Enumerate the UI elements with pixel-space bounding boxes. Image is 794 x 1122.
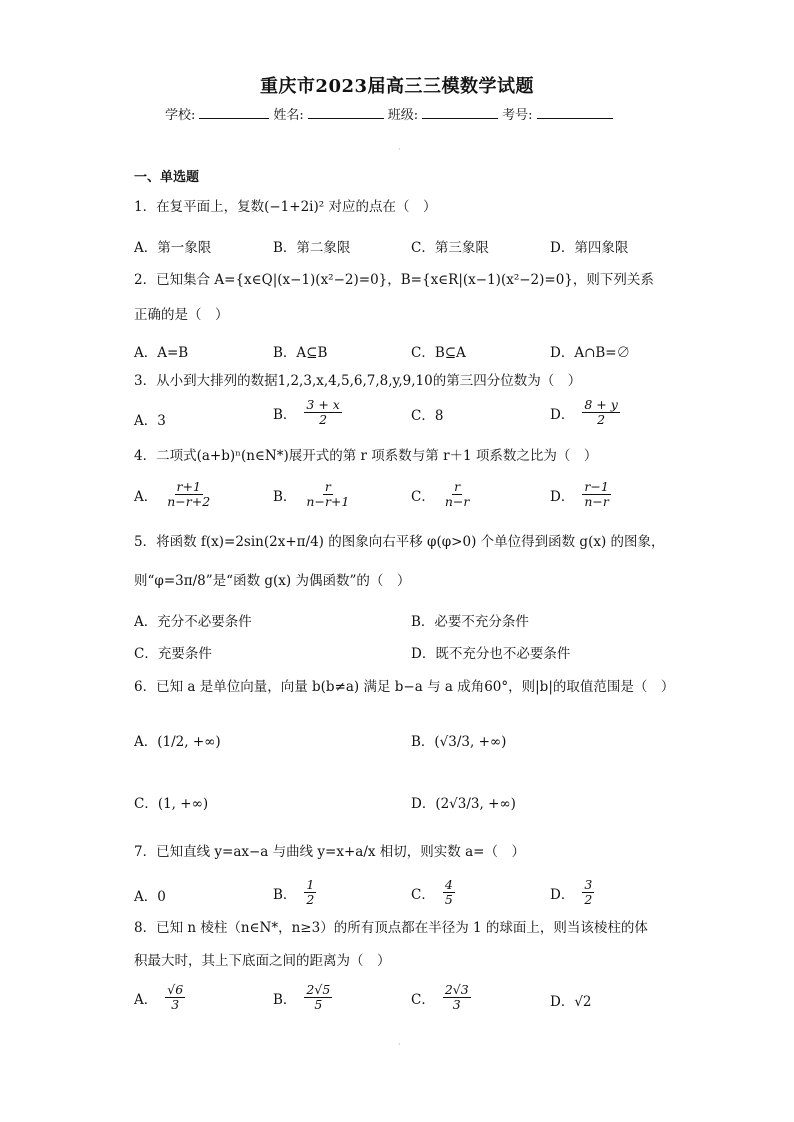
fraction-denominator: 2 [584, 892, 593, 908]
fraction-numerator: 4 [444, 877, 453, 892]
q4-option-b-label: B． [273, 488, 297, 505]
fraction-numerator: r−1 [584, 479, 609, 494]
q6-stem: 6．已知 a 是单位向量，向量 b(b≠a) 满足 b−a 与 a 成角60°，则|b|的取值范围是（ ） [134, 679, 675, 695]
q5-option-a: A．充分不必要条件 [134, 614, 252, 630]
student-info [165, 104, 613, 123]
q8-option-a-label: A． [134, 991, 158, 1008]
fraction-denominator: n−r [444, 494, 470, 510]
fraction-numerator: 8 + y [584, 397, 618, 412]
q2-option-b: B．A⊆B [273, 345, 328, 361]
fraction-numerator: r [454, 479, 461, 494]
q3-option-d-fraction [582, 398, 619, 428]
q4-stem: 4．二项式(a+b)ⁿ(n∈N*)展开式的第 r 项系数与第 r＋1 项系数之比为（ ） [134, 448, 598, 464]
q5-option-b: B．必要不充分条件 [411, 614, 529, 630]
q1-option-b: B．第二象限 [273, 240, 351, 256]
q6-option-b: B．(√3/3, +∞) [411, 734, 507, 750]
fraction-denominator: n−r [584, 494, 609, 510]
q8-option-c-label: C． [411, 991, 435, 1008]
fraction-numerator: 1 [306, 877, 315, 892]
q1-option-a: A．第一象限 [134, 240, 212, 256]
q7-option-c-label: C． [411, 886, 435, 903]
q5-option-d: D．既不充分也不必要条件 [411, 646, 571, 662]
q4-option-a-fraction [165, 480, 212, 510]
fraction-denominator: n−r+2 [167, 494, 211, 510]
q5-stem-line2: 则“φ=3π/8”是“函数 g(x) 为偶函数”的（ ） [134, 573, 411, 589]
fraction-numerator: 2√3 [444, 982, 469, 997]
q8-option-a-fraction [165, 983, 185, 1013]
fraction-numerator: r+1 [176, 479, 201, 494]
q4-option-d-fraction [582, 480, 611, 510]
q4-option-c-label: C． [411, 488, 435, 505]
q7-option-b-label: B． [273, 886, 297, 903]
q4-option-c [411, 480, 471, 510]
q8-option-b [273, 983, 332, 1013]
q2-option-c: C．B⊆A [411, 345, 466, 361]
q3-option-b [273, 398, 342, 428]
school-blank[interactable] [199, 104, 269, 119]
fraction-numerator: √6 [167, 982, 184, 997]
number-blank[interactable] [537, 104, 613, 119]
q8-option-b-label: B． [273, 991, 297, 1008]
q8-option-a [134, 983, 185, 1013]
q2-option-a: A．A=B [134, 345, 189, 361]
q8-option-b-fraction [304, 983, 332, 1013]
dot-mark: · [398, 1040, 401, 1049]
q6-option-a: A．(1/2, +∞) [134, 734, 221, 750]
q7-option-a: A．0 [134, 889, 166, 905]
q3-option-b-label: B． [273, 406, 297, 423]
q4-option-a-label: A． [134, 488, 158, 505]
q2-stem: 2．已知集合 A={x∈Q|(x−1)(x²−2)=0}，B={x∈R|(x−1)(x²−2)=0}，则下列关系 [134, 272, 654, 288]
q7-option-d-fraction [582, 878, 594, 908]
q3-option-b-fraction [304, 398, 341, 428]
fraction-denominator: 3 [452, 997, 461, 1013]
q8-stem: 8．已知 n 棱柱（n∈N*，n≥3）的所有顶点都在半径为 1 的球面上，则当该棱柱的体 [134, 920, 648, 936]
fraction-denominator: n−r+1 [306, 494, 350, 510]
q4-option-b [273, 480, 351, 510]
q5-stem: 5．将函数 f(x)=2sin(2x+π/4) 的图象向右平移 φ(φ>0) 个单位得到函数 g(x) 的图象， [134, 534, 665, 550]
fraction-numerator: 3 [584, 877, 593, 892]
fraction-numerator: 3 + x [306, 397, 340, 412]
name-blank[interactable] [308, 104, 384, 119]
page-title: 重庆市2023届高三三模数学试题 [259, 76, 535, 97]
q2-option-d: D．A∩B=∅ [550, 345, 631, 361]
class-label: 班级: [387, 108, 419, 123]
fraction-denominator: 2 [597, 412, 606, 428]
q1-option-c: C．第三象限 [411, 240, 489, 256]
q3-option-d-label: D． [550, 406, 575, 423]
q7-option-b [273, 878, 316, 908]
q7-option-c [411, 878, 455, 908]
q4-option-d-label: D． [550, 488, 575, 505]
q5-option-c: C．充要条件 [134, 646, 212, 662]
q7-option-c-fraction [443, 878, 455, 908]
q8-option-d: D．√2 [550, 994, 592, 1010]
q4-option-d [550, 480, 611, 510]
q3-stem: 3．从小到大排列的数据1,2,3,x,4,5,6,7,8,y,9,10的第三四分位数为（ ） [134, 373, 582, 389]
q7-stem: 7．已知直线 y=ax−a 与曲线 y=x+a/x 相切，则实数 a=（ ） [134, 844, 525, 860]
q7-option-d [550, 878, 594, 908]
fraction-denominator: 3 [171, 997, 180, 1013]
q6-option-c: C．(1, +∞) [134, 796, 209, 812]
fraction-denominator: 5 [314, 997, 323, 1013]
q8-option-c [411, 983, 471, 1013]
fraction-denominator: 2 [319, 412, 328, 428]
school-label: 学校: [165, 108, 196, 123]
number-label: 考号: [502, 108, 533, 123]
q8-option-c-fraction [443, 983, 471, 1013]
q3-option-c: C．8 [411, 408, 444, 424]
fraction-denominator: 5 [444, 892, 453, 908]
q1-stem: 1．在复平面上，复数(−1+2i)² 对应的点在（ ） [134, 199, 437, 215]
fraction-denominator: 2 [306, 892, 315, 908]
q3-option-a: A．3 [134, 413, 166, 429]
fraction-numerator: r [324, 479, 331, 494]
q7-option-d-label: D． [550, 886, 575, 903]
fraction-numerator: 2√5 [306, 982, 331, 997]
q4-option-c-fraction [443, 480, 472, 510]
q3-option-d [550, 398, 620, 428]
q4-option-a [134, 480, 212, 510]
dot-mark: · [398, 145, 401, 154]
q8-stem-line2: 积最大时，其上下底面之间的距离为（ ） [134, 953, 391, 969]
name-label: 姓名: [273, 108, 304, 123]
q2-stem-line2: 正确的是（ ） [134, 307, 229, 323]
class-blank[interactable] [422, 104, 498, 119]
q6-option-d: D．(2√3/3, +∞) [411, 796, 516, 812]
q4-option-b-fraction [304, 480, 351, 510]
q1-option-d: D．第四象限 [550, 240, 629, 256]
section-heading: 一、单选题 [134, 170, 200, 185]
q7-option-b-fraction [304, 878, 316, 908]
